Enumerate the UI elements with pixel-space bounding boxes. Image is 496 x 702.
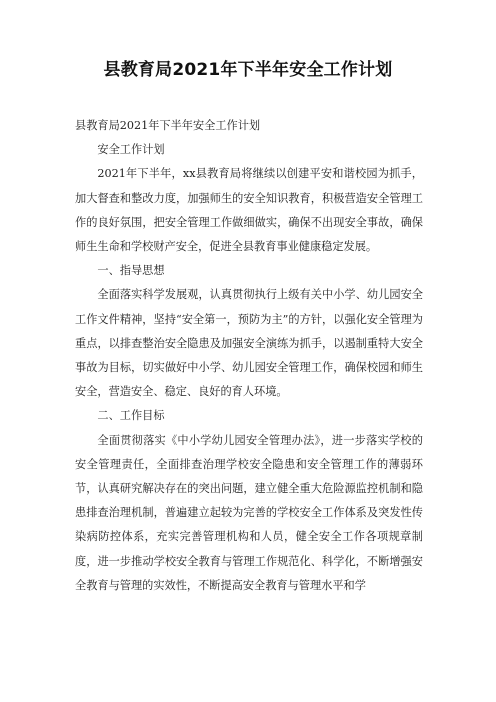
section-heading-guiding-ideology: 一、指导思想	[97, 264, 165, 278]
body-paragraph-heading: 安全工作计划	[97, 143, 165, 157]
section-heading-work-goals: 二、工作目标	[97, 409, 165, 423]
body-paragraph: 2021年下半年，xx县教育局将继续以创建平安和谐校园为抓手，加大督查和整改力度，加强师生的安全知识教育，积极营造安全管理工作的良好氛围，把安全管理工作做细做实，确保不出现安全事故，确保师生生命和学校财产安全，促进全县教育事业健康稳定发展。	[75, 167, 423, 254]
body-paragraph-subtitle: 县教育局2021年下半年安全工作计划	[75, 119, 261, 132]
body-paragraph: 全面落实科学发展观，认真贯彻执行上级有关中小学、幼儿园安全工作文件精神，坚持“安全第一，预防为主”的方针，以强化安全管理为重点，以排查整治安全隐患及加强安全演练为抓手，以遏制重特大安全事故为目标，切实做好中小学、幼儿园安全管理工作，确保校园和师生安全，营造安全、稳定、良好的育人环境。	[75, 288, 423, 399]
body-paragraph: 全面贯彻落实《中小学幼儿园安全管理办法》，进一步落实学校的安全管理责任，全面排查治理学校安全隐患和安全管理工作的薄弱环节，认真研究解决存在的突出问题，建立健全重大危险源监控机制和隐患排查治理机制，普遍建立起较为完善的学校安全工作体系及突发性传染病防控体系，充实完善管理机构和人员，健全安全工作各项规章制度，进一步推动学校安全教育与管理工作规范化、科学化，不断增强安全教育与管理的实效性，不断提高安全教育与管理水平和学	[75, 433, 423, 592]
document-title: 县教育局2021年下半年安全工作计划	[103, 60, 393, 80]
document-body	[75, 114, 423, 598]
